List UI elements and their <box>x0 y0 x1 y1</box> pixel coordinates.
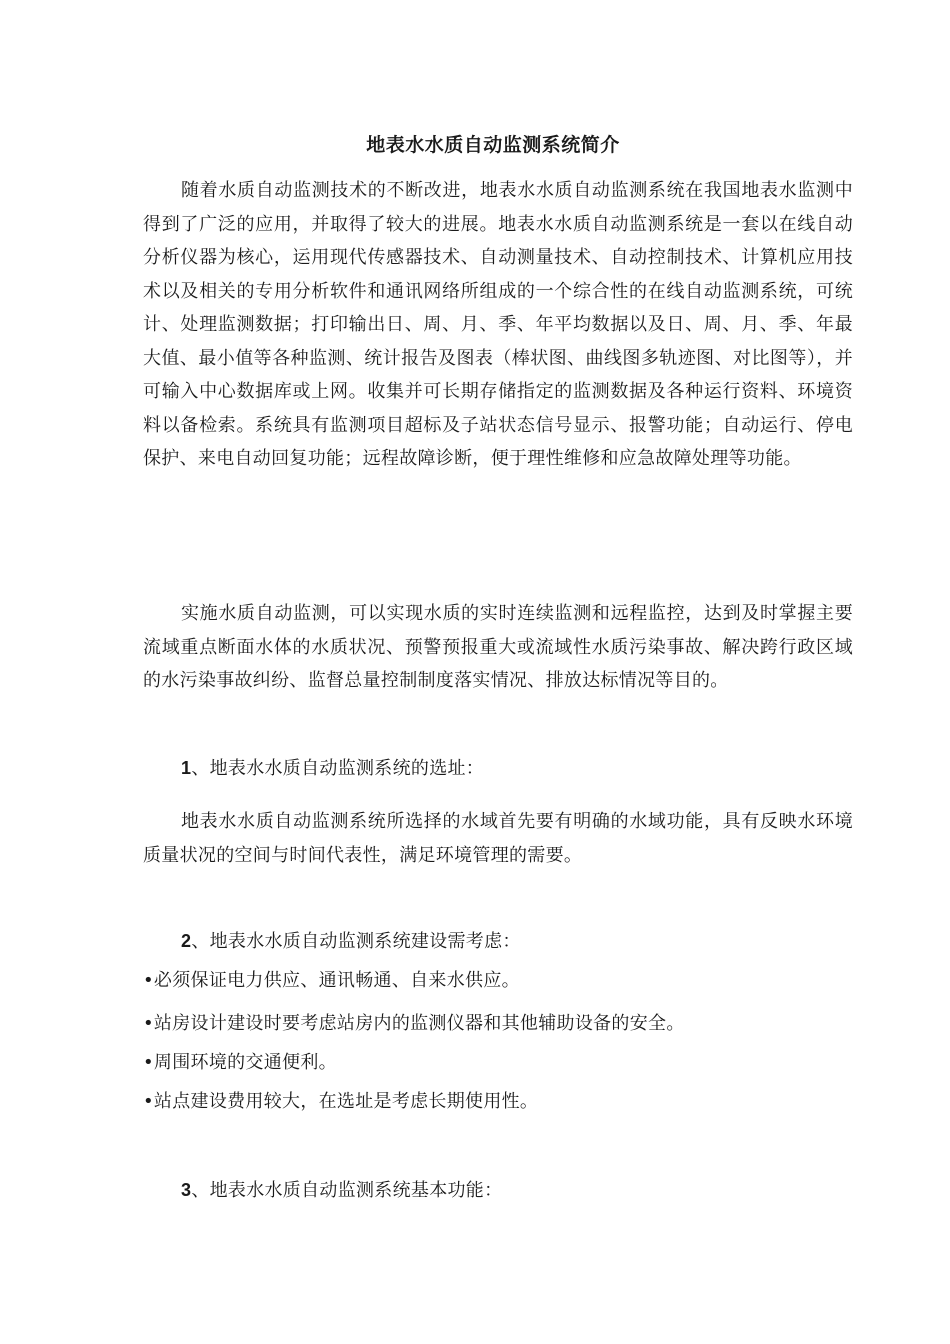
section-1-number: 1 <box>181 758 192 778</box>
section-2-bullet: •站房设计建设时要考虑站房内的监测仪器和其他辅助设备的安全。 <box>143 1013 685 1034</box>
section-1-heading <box>181 756 484 781</box>
section-2-bullet: •站点建设费用较大，在选址是考虑长期使用性。 <box>143 1091 539 1112</box>
section-3-heading <box>181 1178 502 1203</box>
document-title: 地表水水质自动监测系统简介 <box>366 134 620 156</box>
section-1-heading-text: 、地表水水质自动监测系统的选址： <box>191 758 485 779</box>
section-3-heading-text: 、地表水水质自动监测系统基本功能： <box>191 1180 503 1201</box>
section-2-bullet: •必须保证电力供应、通讯畅通、自来水供应。 <box>143 970 520 991</box>
purpose-paragraph: 实施水质自动监测，可以实现水质的实时连续监测和远程监控，达到及时掌握主要流域重点断面水体的水质状况、预警预报重大或流域性水质污染事故、解决跨行政区域的水污染事故纠纷、监督总量控制制度落实情况、排放达标情况等目的。 <box>143 603 853 691</box>
section-2-bullet: •周围环境的交通便利。 <box>143 1052 337 1073</box>
section-2-heading-text: 、地表水水质自动监测系统建设需考虑： <box>191 931 521 952</box>
section-1-body: 地表水水质自动监测系统所选择的水域首先要有明确的水域功能，具有反映水环境质量状况的空间与时间代表性，满足环境管理的需要。 <box>143 811 853 866</box>
section-3-number: 3 <box>181 1180 192 1200</box>
section-2-heading <box>181 929 521 954</box>
intro-paragraph: 随着水质自动监测技术的不断改进，地表水水质自动监测系统在我国地表水监测中得到了广泛的应用，并取得了较大的进展。地表水水质自动监测系统是一套以在线自动分析仪器为核心，运用现代传感器技术、自动测量技术、自动控制技术、计算机应用技术以及相关的专用分析软件和通讯网络所组成的一个综合性的在线自动监测系统，可统计、处理监测数据；打印输出日、周、月、季、年平均数据以及日、周、月、季、年最大值、最小值等各种监测、统计报告及图表（棒状图、曲线图多轨迹图、对比图等），并可输入中心数据库或上网。收集并可长期存储指定的监测数据及各种运行资料、环境资料以备检索。系统具有监测项目超标及子站状态信号显示、报警功能；自动运行、停电保护、来电自动回复功能；远程故障诊断，便于理性维修和应急故障处理等功能。 <box>143 180 853 469</box>
section-2-number: 2 <box>181 931 192 951</box>
